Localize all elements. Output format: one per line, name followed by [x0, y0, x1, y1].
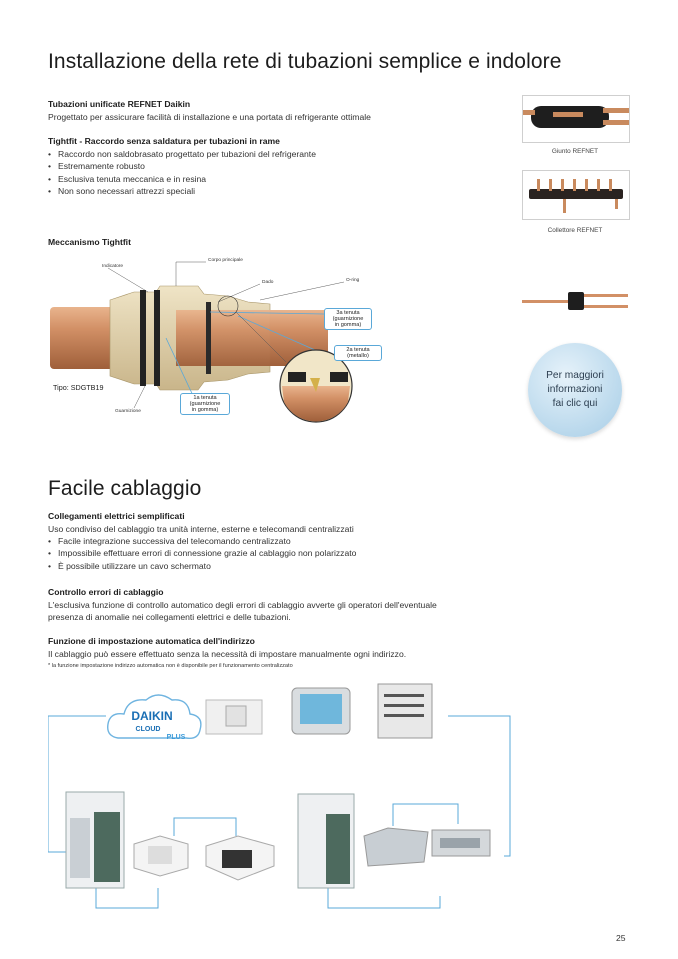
label-guarnizione: Guarnizione — [115, 409, 141, 414]
callout-1a-tenuta: 1a tenuta (guarnizione in gomma) — [180, 393, 230, 415]
svg-text:PLUS: PLUS — [166, 734, 186, 741]
bullet-item: • Estremamente robusto — [48, 161, 145, 172]
bullet-item: • Non sono necessari attrezzi speciali — [48, 186, 196, 197]
callout-2a-tenuta: 2a tenuta (metallo) — [334, 345, 382, 361]
bullet-item: • Esclusiva tenuta meccanica e in resina — [48, 173, 207, 184]
section-title-piping: Installazione della rete di tubazioni semplice e indolore — [48, 50, 562, 73]
refnet-header-image — [523, 171, 629, 219]
tightfit-joint-photo — [522, 278, 628, 324]
svg-text:CLOUD: CLOUD — [135, 726, 161, 733]
label-dado: Dado — [262, 280, 274, 285]
callout-3a-tenuta: 3a tenuta (guarnizione in gomma) — [324, 308, 372, 330]
bubble-line: Per maggiori — [546, 370, 604, 381]
bubble-line: fai clic qui — [552, 398, 598, 409]
label-oring: O-ring — [346, 278, 360, 283]
page-number: 25 — [616, 933, 626, 943]
address-heading: Funzione di impostazione automatica dell'indirizzo — [48, 636, 255, 646]
simplified-bullets — [48, 535, 356, 572]
refnet-desc: Progettato per assicurare facilità di installazione e una portata di refrigerante ottimale — [48, 112, 371, 122]
tightfit-joint-image — [522, 278, 628, 324]
address-desc: Il cablaggio può essere effettuato senza la necessità di impostare manualmente ogni indirizzo. — [48, 649, 407, 659]
label-corpo: Corpo principale — [208, 258, 243, 263]
refnet-joint-photo — [522, 95, 630, 143]
tightfit-heading: Tightfit - Raccordo senza saldatura per tubazioni in rame — [48, 136, 280, 146]
check-heading: Controllo errori di cablaggio — [48, 587, 164, 597]
more-info-bubble[interactable] — [528, 343, 622, 437]
check-desc: L'esclusiva funzione di controllo automatico degli errori di cablaggio avverte gli operatori dell'eventuale presenza di anomalie nei collegamenti elettrici e delle tubazioni. — [48, 600, 437, 623]
simplified-heading: Collegamenti elettrici semplificati — [48, 511, 185, 521]
refnet-header-photo — [522, 170, 630, 220]
bubble-line: informazioni — [547, 384, 603, 395]
simplified-desc: Uso condiviso del cablaggio tra unità interne, esterne e telecomandi centralizzati — [48, 524, 354, 534]
bullet-item: • Impossibile effettuare errori di connessione grazie al cablaggio non polarizzato — [48, 548, 357, 559]
bullet-item: • È possibile utilizzare un cavo schermato — [48, 560, 211, 571]
footnote: * la funzione impostazione indirizzo automatica non è disponibile per il funzionamento centralizzato — [48, 663, 293, 669]
refnet-joint-image — [523, 96, 629, 142]
bullet-item: • Facile integrazione successiva del telecomando centralizzato — [48, 536, 291, 546]
label-indicatore: Indicatore — [102, 264, 124, 269]
caption-collettore: Collettore REFNET — [547, 227, 603, 234]
bullet-item: • Raccordo non saldobrasato progettato per tubazioni del refrigerante — [48, 149, 316, 159]
wiring-diagram-drawing — [48, 676, 518, 912]
refnet-heading: Tubazioni unificate REFNET Daikin — [48, 99, 191, 109]
wiring-diagram — [48, 676, 518, 912]
tightfit-bullets — [48, 148, 316, 198]
tightfit-diagram — [48, 252, 388, 424]
svg-text:DAIKIN: DAIKIN — [131, 709, 173, 723]
daikin-cloud-logo — [108, 695, 201, 741]
caption-giunto: Giunto REFNET — [551, 148, 599, 155]
mechanism-heading: Meccanismo Tightfit — [48, 237, 131, 247]
section-title-wiring: Facile cablaggio — [48, 477, 202, 500]
type-label: Tipo: SDGTB19 — [53, 383, 104, 392]
